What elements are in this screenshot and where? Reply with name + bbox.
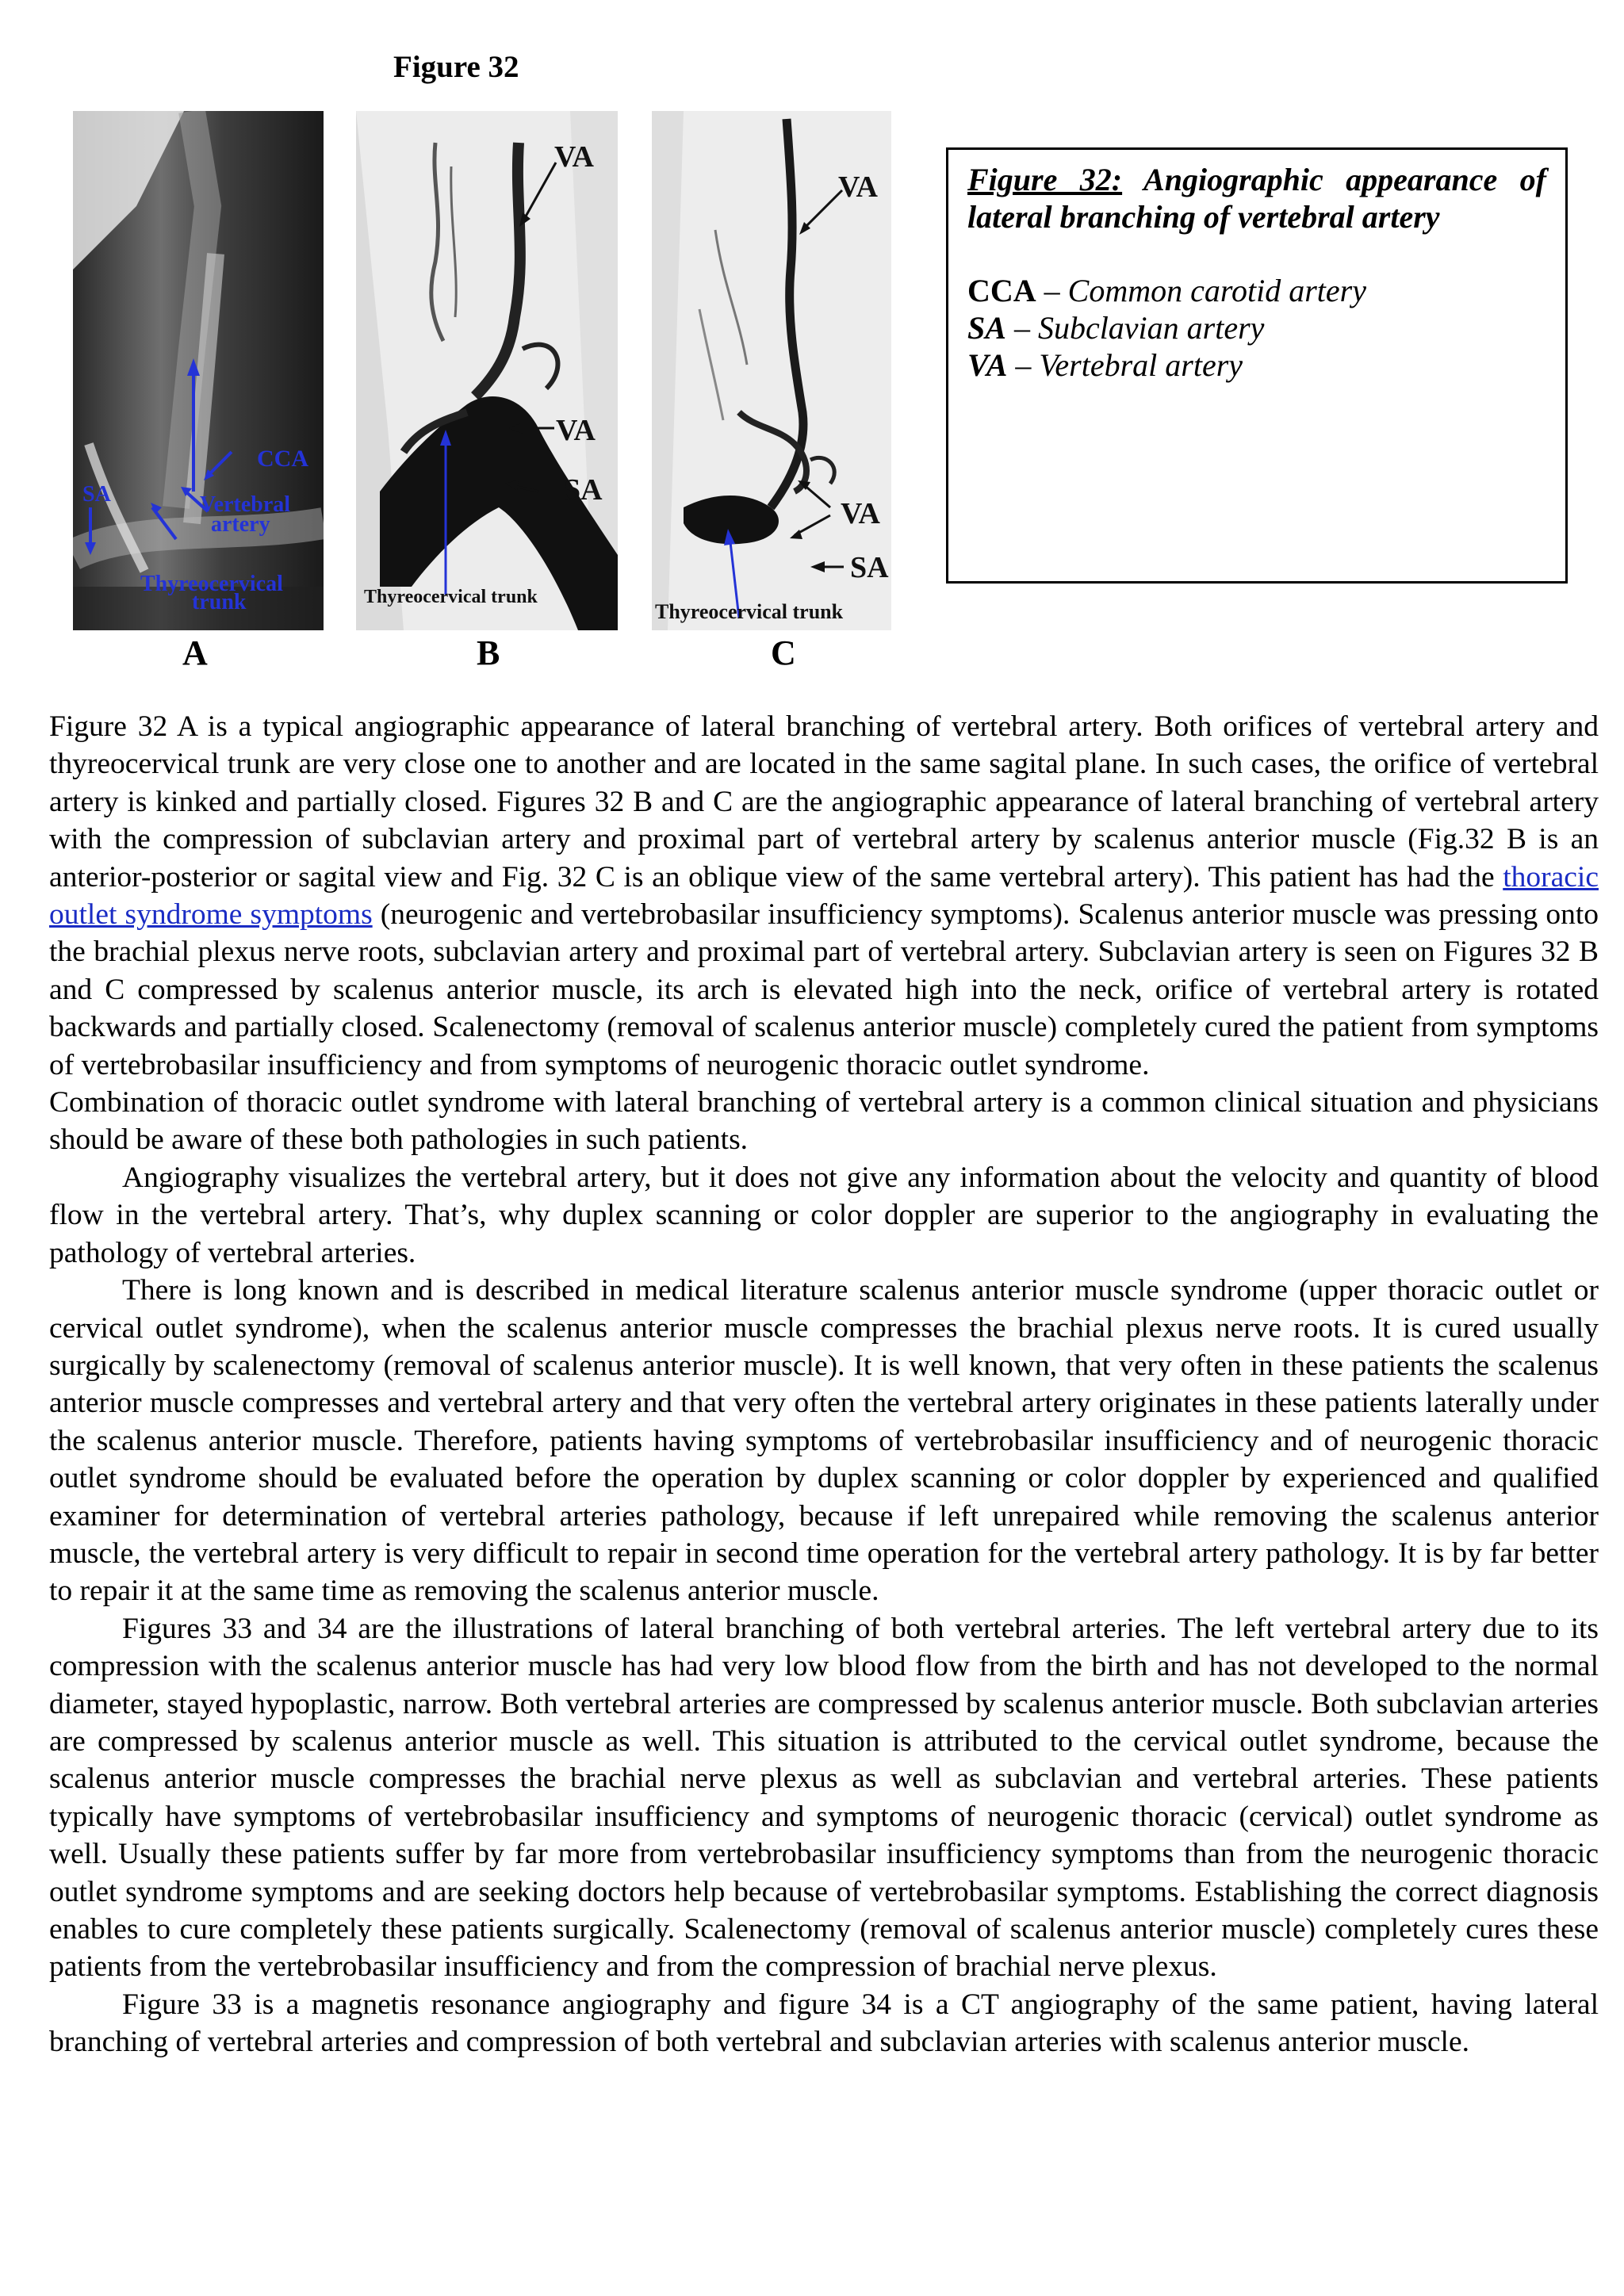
label-thyreocervical-a-line2: trunk: [192, 590, 247, 614]
figure-caption-label: Figure 32:: [967, 162, 1123, 197]
panel-letter-b: B: [477, 633, 500, 672]
label-vertebral-a-line1: Vertebral: [200, 492, 291, 517]
label-va-top-c: VA: [838, 170, 878, 204]
thoracic-outlet-syndrome-link[interactable]: thoracic outlet syndrome symptoms: [49, 860, 1599, 932]
label-vertebral-a-line2: artery: [211, 512, 270, 537]
paragraph-4: There is long known and is described in medical literature scalenus anterior muscle syndrome (upper thoracic outlet or cervical outlet syndrome), when the scalenus anterior muscle compresses the brachial plexus nerve roots. It is cured usually surgically by scalenectomy (removal of scalenus anterior muscle). It is well known, that very often in these patients the scalenus anterior muscle compresses and vertebral artery and that very often the vertebral artery originates in these patients laterally under the scalenus anterior muscle. Therefore, patients having symptoms of vertebrobasilar insufficiency and of neurogenic thoracic outlet syndrome should be evaluated before the operation by duplex scanning or color doppler by experienced and qualified examiner for determination of vertebral arteries pathology, because if left unrepaired while removing the scalenus anterior muscle, the vertebral artery is very difficult to repair in second time operation for the vertebral artery pathology. It is by far better to repair it at the same time as removing the scalenus anterior muscle.: [49, 1274, 1599, 1608]
body-text: [49, 708, 1599, 2061]
label-thyreocervical-a-line1: Thyreocervical: [140, 572, 283, 596]
paragraph-6: Figure 33 is a magnetis resonance angiography and figure 34 is a CT angiography of the same patient, having lateral branching of vertebral arteries and compression of both vertebral and subclavian arteries with scalenus anterior muscle.: [49, 1988, 1599, 2059]
paragraph-3: Angiography visualizes the vertebral artery, but it does not give any information about the velocity and quantity of blood flow in the vertebral artery. That’s, why duplex scanning or color doppler are superior to the angiography in evaluating the pathology of vertebral arteries.: [49, 1161, 1599, 1269]
angiogram-panel-a: [73, 111, 324, 630]
label-sa-a: SA: [82, 482, 111, 507]
abbreviation-term: VA: [967, 347, 1008, 383]
paragraph-5: Figures 33 and 34 are the illustrations of lateral branching of both vertebral arteries. The left vertebral artery due to its compression with the scalenus anterior muscle has had very low blood flow from the birth and has not developed to the normal diameter, stayed hypoplastic, narrow. Both vertebral arteries are compressed by scalenus anterior muscle. Both subclavian arteries are compressed by scalenus anterior muscle as well. This situation is attributed to the cervical outlet syndrome, because the scalenus anterior muscle compresses the brachial nerve plexus as well as subclavian and vertebral arteries. These patients typically have symptoms of vertebrobasilar insufficiency and symptoms of neurogenic thoracic (cervical) outlet syndrome as well. Usually these patients suffer by far more from vertebrobasilar insufficiency symptoms than from the neurogenic thoracic outlet syndrome symptoms and are seeking doctors help because of vertebrobasilar symptoms. Establishing the correct diagnosis enables to cure completely these patients surgically. Scalenectomy (removal of scalenus anterior muscle) completely cures these patients from the vertebrobasilar insufficiency and from the compression of brachial nerve plexus.: [49, 1612, 1599, 1984]
label-va-mid-c: VA: [841, 497, 880, 530]
abbreviation-item: [967, 309, 1546, 346]
angiogram-image-c: [652, 111, 891, 630]
panel-letter-c: C: [771, 633, 796, 672]
angiogram-panel-c: [652, 111, 891, 630]
abbreviation-definition: – Vertebral artery: [1007, 347, 1243, 383]
angiogram-panel-b: [356, 111, 618, 630]
angiogram-image-a: [73, 111, 324, 630]
label-va-mid-b: VA: [556, 414, 596, 447]
abbreviation-item: [967, 346, 1546, 384]
angiogram-image-b: [356, 111, 618, 630]
figure-caption: [967, 161, 1546, 235]
abbreviation-definition: – Subclavian artery: [1005, 310, 1265, 346]
label-thyreocervical-b: Thyreocervical trunk: [364, 587, 538, 607]
label-va-top-b: VA: [554, 140, 594, 174]
abbreviation-definition: – Common carotid artery: [1036, 273, 1366, 308]
panel-letter-a: A: [182, 633, 208, 672]
paragraph-1-text-start: Figure 32 A is a typical angiographic appearance of lateral branching of vertebral artery. Both orifices of vertebral artery and thyreocervical trunk are very close one to another and are located in the same sagital plane. In such cases, the orifice of vertebral artery is kinked and partially closed. Figures 32 B and C are the angiographic appearance of lateral branching of vertebral artery with the compression of subclavian artery and proximal part of vertebral artery by scalenus anterior muscle (Fig.32 B is an anterior-posterior or sagital view and Fig. 32 C is an oblique view of the same vertebral artery). This patient has had the: [49, 710, 1599, 894]
abbreviation-list: [967, 272, 1546, 384]
abbreviation-term: CCA: [967, 273, 1036, 308]
label-sa-c: SA: [850, 551, 889, 584]
paragraph-1: [49, 708, 1599, 1084]
abbreviation-term: SA: [967, 310, 1006, 346]
figure-title: Figure 32: [393, 50, 519, 84]
paragraph-1-text-end: (neurogenic and vertebrobasilar insufficiency symptoms). Scalenus anterior muscle was pressing onto the brachial plexus nerve roots, subclavian artery and proximal part of vertebral artery. Subclavian artery is seen on Figures 32 B and C compressed by scalenus anterior muscle, its arch is elevated high into the neck, orifice of vertebral artery is rotated backwards and partially closed. Scalenectomy (removal of scalenus anterior muscle) completely cured the patient from symptoms of vertebrobasilar insufficiency and from symptoms of neurogenic thoracic outlet syndrome.: [49, 898, 1599, 1081]
figure-legend-box: [946, 147, 1568, 584]
label-cca-a: CCA: [257, 446, 308, 472]
label-thyreocervical-c: Thyreocervical trunk: [655, 600, 844, 623]
figure-caption-text: Angiographic appearance of lateral branching of vertebral artery: [967, 162, 1546, 235]
paragraph-2: Combination of thoracic outlet syndrome with lateral branching of vertebral artery is a common clinical situation and physicians should be aware of these both pathologies in such patients.: [49, 1086, 1599, 1157]
abbreviation-item: [967, 272, 1546, 309]
label-sa-b: SA: [564, 473, 603, 507]
